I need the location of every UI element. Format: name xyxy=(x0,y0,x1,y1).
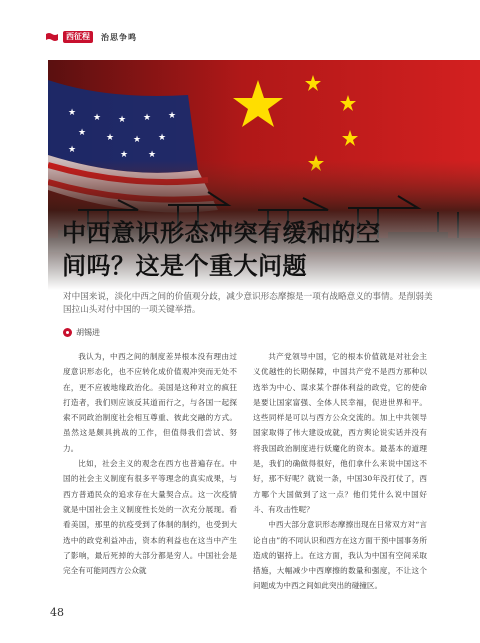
body-column-right xyxy=(253,349,427,594)
author-name: 胡锡进 xyxy=(76,328,100,337)
svg-text:★: ★ xyxy=(93,113,102,123)
svg-text:★: ★ xyxy=(118,115,127,125)
svg-text:★: ★ xyxy=(133,135,142,145)
title-line-2: 间吗？这是个重大问题 xyxy=(62,252,307,280)
svg-text:★: ★ xyxy=(158,133,167,143)
svg-text:★: ★ xyxy=(120,150,129,160)
svg-text:★: ★ xyxy=(148,150,157,160)
paragraph: 中西大部分意识形态摩擦出现在日常双方对“言论自由”的不同认识和西方在这方面干预中国事务所造成的锯持上。在这方面，我认为中国有空间采取措施，大幅减少中西摩擦的数量和强度，不让这个问题成为中西之间如此突出的碰撞区。 xyxy=(253,520,427,591)
paragraph: 比如，社会主义的观念在西方也普遍存在。中国的社会主义制度有很多平等理念的真实成果，与西方普通民众的追求存在大量契合点。这一次疫情就是中国社会主义制度性长处的一次充分展现。看看美国，那里的抗疫受到了体制的制约，也受到大选中的政党利益冲击，资本的利益也在这当中产生了影响，最后死掉的大部分都是穷人。中国社会是完全有可能同西方公众就 xyxy=(63,459,237,576)
svg-text:★: ★ xyxy=(78,128,87,138)
author-byline xyxy=(63,327,100,338)
article-title xyxy=(62,217,442,283)
article-lede: 对中国来说，淡化中西之间的价值观分歧，减少意识形态摩擦是一项有战略意义的事情。是削弱美国拉山头对付中国的一项关键举措。 xyxy=(63,292,433,315)
svg-text:★: ★ xyxy=(68,108,77,118)
body-column-left xyxy=(63,349,237,578)
masthead xyxy=(45,28,137,46)
paragraph: 我认为，中西之间的制度差异根本没有理由过度意识形态化，也不应转化成价值观冲突而无处不在，更不应被地缘政治化。美国是这种对立的疯狂打造者，我们则应该反其道而行之，与各国一起探索不同政治制度社会相互尊重、彼此交融的方式。虽然这是颇具挑战的工作，但值得我们尝试、努力。 xyxy=(63,352,237,453)
paragraph: 共产党领导中国，它的根本价值就是对社会主义优越性的长期保障，中国共产党不是西方那种以选举为中心、谋求某个群体利益的政党，它的使命是要让国家富强、全体人民幸福，促进世界和平。这些同样是可以与西方公众交流的。加上中共领导国家取得了伟大建设成就，西方舆论说实话并没有将我国政治制度进行妖魔化的资本。最基本的道理是，我们的确做得很好，他们拿什么来说中国这不好，那不好呢？就说一条，中国30年没打仗了，西方哪个大国做到了这一点？他们凭什么说中国好斗、有攻击性呢？ xyxy=(253,352,427,514)
author-bullet-icon xyxy=(63,328,72,337)
section-name: 治思争鸣 xyxy=(101,32,137,42)
svg-text:★: ★ xyxy=(168,111,177,121)
svg-text:★: ★ xyxy=(143,113,152,123)
page-number: 48 xyxy=(50,606,64,619)
svg-text:★: ★ xyxy=(68,145,77,155)
svg-text:★: ★ xyxy=(106,133,115,143)
flag-logo-icon xyxy=(45,32,59,42)
publication-logo: 西征程 xyxy=(63,31,93,43)
title-line-1: 中西意识形态冲突有缓和的空 xyxy=(62,219,381,247)
